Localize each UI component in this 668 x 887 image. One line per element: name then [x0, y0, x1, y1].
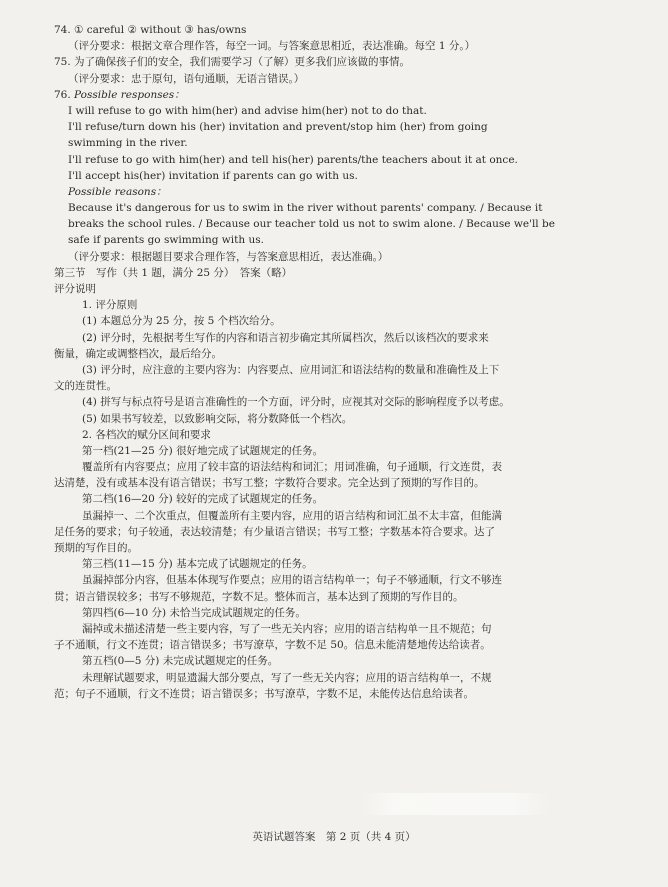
- q76-reason: Because it's dangerous for us to swim in the river without parents' company. / Because it: [68, 202, 543, 215]
- principle-line: (3) 评分时，应注意的主要内容为：内容要点、应用词汇和语法结构的数量和准确性及上下: [82, 363, 500, 376]
- band-line: 预期的写作目的。: [54, 542, 138, 554]
- section3-title: 第三节 写作（共 1 题，满分 25 分） 答案（略）: [54, 266, 293, 279]
- principle-line: (4) 拼写与标点符号是语言准确性的一个方面，评分时，应视其对交际的影响程度予以考虑。: [82, 396, 510, 409]
- band-heading: 第一档(21—25 分) 很好地完成了试题规定的任务。: [82, 444, 324, 457]
- q76-response: I'll refuse/turn down his (her) invitation and prevent/stop him (her) from going: [68, 121, 488, 134]
- scan-smudge: [360, 793, 550, 815]
- band-line: 范；句子不通顺，行文不连贯；语言错误多；书写潦草，字数不足，未能传达信息给读者。: [54, 687, 474, 700]
- band-line: 足任务的要求；句子较通，表达较清楚；有少量语言错误；书写工整；字数基本符合要求。达了: [54, 525, 495, 538]
- band-line: 虽漏掉一、二个次重点，但覆盖所有主要内容，应用的语言结构和词汇虽不太丰富，但能满: [82, 509, 502, 522]
- q74-answer: 74. ① careful ② without ③ has/owns: [54, 24, 247, 36]
- q76-response: swimming in the river.: [68, 137, 188, 150]
- band-heading: 第三档(11—15 分) 基本完成了试题规定的任务。: [82, 558, 313, 571]
- band-heading: 第四档(6—10 分) 未恰当完成试题规定的任务。: [82, 606, 306, 619]
- band-heading: 第五档(0—5 分) 未完成试题规定的任务。: [82, 655, 279, 668]
- q76-response: I'll refuse to go with him(her) and tell his(her) parents/the teachers about it at once.: [68, 153, 518, 166]
- band-line: 达清楚，没有或基本没有语言错误；书写工整；字数符合要求。完全达到了预期的写作目的。: [54, 477, 485, 490]
- q76-response: I will refuse to go with him(her) and advise him(her) not to do that.: [68, 104, 427, 117]
- principle-line: 衡量，确定或调整档次，最后给分。: [54, 347, 222, 360]
- q75-answer: 75. 为了确保孩子们的安全，我们需要学习（了解）更多我们应该做的事情。: [54, 56, 411, 69]
- page-content: [54, 22, 614, 702]
- possible-responses-label: Possible responses：: [74, 88, 185, 101]
- principle-line: 文的连贯性。: [54, 380, 117, 393]
- principle-line: (1) 本题总分为 25 分，按 5 个档次给分。: [82, 315, 281, 328]
- band-line: 未理解试题要求，明显遗漏大部分要点，写了一些无关内容；应用的语言结构单一，不规: [82, 671, 492, 684]
- watermark: [0, 275, 59, 397]
- q76-reason: safe if parents go swimming with us.: [68, 234, 264, 247]
- q76-response: I'll accept his(her) invitation if parents can go with us.: [68, 169, 358, 182]
- principles-title: 1. 评分原则: [82, 299, 138, 312]
- q76-header: [54, 87, 614, 103]
- q74-requirement: （评分要求：根据文章合理作答，每空一词。与答案意思相近，表达准确。每空 1 分。）: [68, 40, 476, 53]
- possible-reasons-label: Possible reasons：: [68, 185, 167, 198]
- band-line: 子不通顺，行文不连贯；语言错误多；书写潦草，字数不足 50。信息未能清楚地传达给读者。: [54, 639, 491, 652]
- page-footer: 英语试题答案 第 2 页（共 4 页）: [252, 831, 416, 843]
- principle-line: (2) 评分时，先根据考生写作的内容和语言初步确定其所属档次，然后以该档次的要求来: [82, 331, 489, 344]
- q75-requirement: （评分要求：忠于原句，语句通顺，无语言错误。）: [68, 72, 305, 85]
- band-line: 漏掉或未描述清楚一些主要内容，写了一些无关内容；应用的语言结构单一且不规范；句: [82, 622, 492, 635]
- q76-reason: breaks the school rules. / Because our teacher told us not to swim alone. / Because we'll be: [68, 218, 555, 231]
- band-line: 虽漏掉部分内容，但基本体现写作要点；应用的语言结构单一；句子不够通顺，行文不够连: [82, 574, 502, 587]
- q76-number: 76.: [54, 88, 71, 101]
- principle-line: (5) 如果书写较差，以致影响交际，将分数降低一个档次。: [82, 412, 353, 425]
- scoring-note: 评分说明: [54, 283, 96, 295]
- band-line: 贯；语言错误较多；书写不够规范，字数不足。整体而言，基本达到了预期的写作目的。: [54, 590, 464, 603]
- band-heading: 第二档(16—20 分) 较好的完成了试题规定的任务。: [82, 493, 324, 506]
- bands-title: 2. 各档次的赋分区间和要求: [82, 428, 211, 441]
- band-line: 覆盖所有内容要点；应用了较丰富的语法结构和词汇；用词准确，句子通顺，行文连贯，表: [82, 461, 502, 474]
- q76-requirement: （评分要求：根据题目要求合理作答，与答案意思相近，表达准确。）: [68, 250, 389, 263]
